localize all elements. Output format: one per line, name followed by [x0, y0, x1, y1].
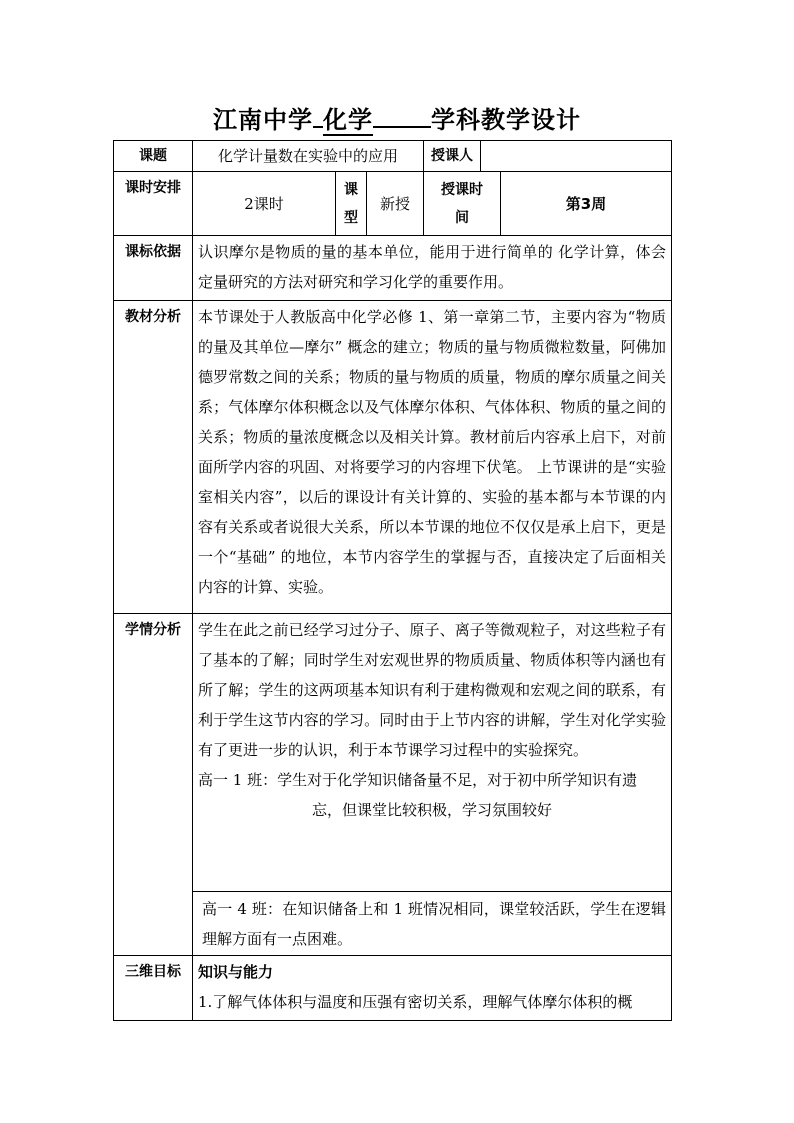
row-topic: [114, 141, 672, 172]
label-teacher: 授课人: [424, 141, 481, 172]
teacher-value: [481, 141, 672, 172]
label-topic: 课题: [114, 141, 193, 172]
row-textbook: [114, 301, 672, 614]
goals-cell: [193, 956, 672, 1021]
topic-value: 化学计量数在实验中的应用: [193, 141, 424, 172]
basis-cell: [193, 236, 672, 301]
title-blank: [313, 102, 323, 128]
label-schedule: 课时安排: [114, 172, 193, 236]
label-time-line2: 间: [455, 209, 469, 226]
title-suffix: 学科教学设计: [431, 106, 581, 134]
students-cell: [193, 614, 672, 892]
label-goals: 三维目标: [114, 956, 193, 1021]
lesson-plan-table: [113, 140, 672, 1021]
class1-line2: 忘，但课堂比较积极，学习氛围较好: [311, 801, 552, 819]
week-value: 第3周: [501, 172, 672, 236]
label-time-line1: 授课时: [441, 181, 483, 198]
title-blank: [373, 102, 431, 128]
textbook-cell: [193, 301, 672, 614]
hours-value: 2课时: [193, 172, 336, 236]
class4-cell: [193, 892, 672, 956]
label-type-line1: 课: [344, 181, 358, 198]
class4-text: 高一 4 班：在知识储备上和 1 班情况相同，课堂较活跃，学生在逻辑理解方面有一点困难。: [202, 899, 666, 948]
label-type-line2: 型: [344, 209, 358, 226]
row-schedule: [114, 172, 672, 236]
row-class4: [114, 892, 672, 956]
label-students: 学情分析: [114, 614, 193, 956]
row-students: [114, 614, 672, 892]
label-basis: 课标依据: [114, 236, 193, 301]
basis-text: 认识摩尔是物质的量的基本单位，能用于进行简单的 化学计算，体会定量研究的方法对研究和学习化学的重要作用。: [198, 243, 666, 291]
textbook-text: 本节课处于人教版高中化学必修 1、第一章第二节，主要内容为“物质的量及其单位—摩尔” 概念的建立；物质的量与物质微粒数量，阿佛加德罗常数之间的关系；物质的量与物质的质量，物质的摩尔质量之间关系；气体摩尔体积概念以及气体摩尔体积、气体体积、物质的量之间的关系；物质的量浓度概念以及相关计算。教材前后内容承上启下，对前面所学内容的巩固、对将要学习的内容埋下伏笔。 上节课讲的是“实验室相关内容”，以后的课设计有关计算的、实验的基本都与本节课的内容有关系或者说很大关系，所以本节课的地位不仅仅是承上启下，更是一个“基础” 的地位，本节内容学生的掌握与否，直接决定了后面相关内容的计算、实验。: [198, 308, 666, 596]
label-time: [424, 172, 501, 236]
goals-heading: 知识与能力: [198, 963, 274, 981]
goals-item-1: 1.了解气体体积与温度和压强有密切关系，理解气体摩尔体积的概: [198, 993, 633, 1011]
label-type: [336, 172, 367, 236]
row-basis: [114, 236, 672, 301]
students-text: 学生在此之前已经学习过分子、原子、离子等微观粒子，对这些粒子有了基本的了解；同时学生对宏观世界的物质质量、物质体积等内涵也有所了解；学生的这两项基本知识有利于建构微观和宏观之间的联系，有利于学生这节内容的学习。同时由于上节内容的讲解，学生对化学实验有了更进一步的认识，利于本节课学习过程中的实验探究。: [198, 621, 666, 759]
title-subject: 化学: [323, 106, 373, 134]
document-title: [0, 100, 794, 135]
row-goals: [114, 956, 672, 1021]
label-textbook: 教材分析: [114, 301, 193, 614]
class1-line1: 高一 1 班：学生对于化学知识储备量不足，对于初中所学知识有遗: [198, 771, 638, 789]
type-value: 新授: [367, 172, 424, 236]
title-school: 江南中学: [213, 106, 313, 134]
